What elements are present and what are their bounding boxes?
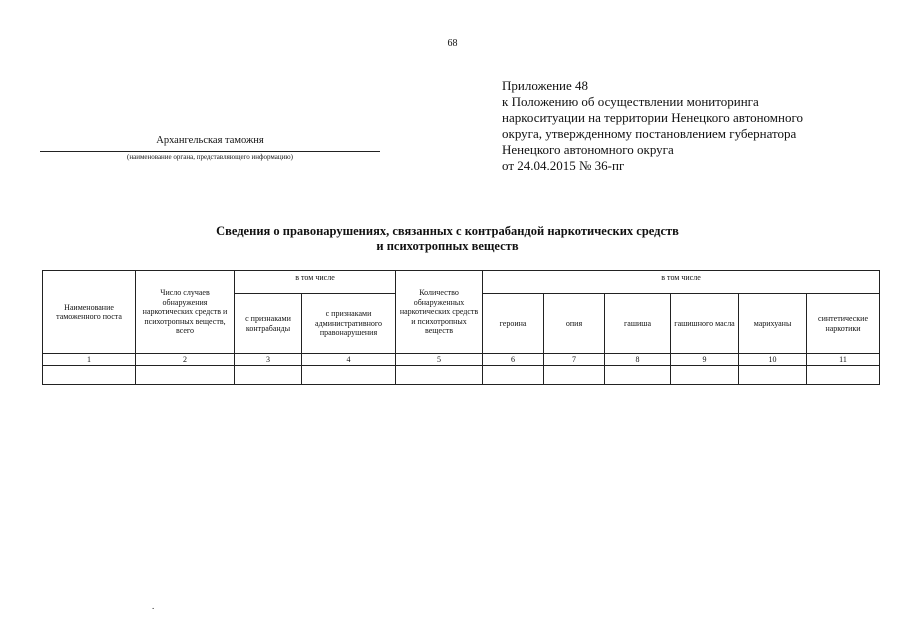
- table-cell: [544, 366, 605, 385]
- column-number: 7: [544, 354, 605, 366]
- header-hashish: гашиша: [605, 294, 671, 354]
- appendix-line: от 24.04.2015 № 36-пг: [502, 158, 625, 173]
- header-admin: с признаками административного правонарушения: [302, 294, 396, 354]
- table-cell: [235, 366, 302, 385]
- appendix-line: Приложение 48: [502, 78, 589, 93]
- column-number: 2: [136, 354, 235, 366]
- column-numbers-row: [43, 354, 880, 366]
- organization-name: Архангельская таможня: [156, 135, 264, 146]
- table-cell: [43, 366, 136, 385]
- header-synthetic: синтетические наркотики: [807, 294, 880, 354]
- header-opium: опия: [544, 294, 605, 354]
- column-number: 3: [235, 354, 302, 366]
- appendix-line: округа, утвержденному постановлением губернатора: [502, 126, 797, 141]
- stray-mark: .: [152, 601, 155, 611]
- header-marijuana: марихуаны: [739, 294, 807, 354]
- title-line-2: и психотропных веществ: [376, 239, 519, 253]
- report-table: [42, 270, 880, 385]
- empty-data-row: [43, 366, 880, 385]
- column-number: 4: [302, 354, 396, 366]
- table-cell: [605, 366, 671, 385]
- column-number: 1: [43, 354, 136, 366]
- header-heroin: героина: [483, 294, 544, 354]
- column-number: 8: [605, 354, 671, 366]
- appendix-line: Ненецкого автономного округа: [502, 142, 674, 157]
- title-line-1: Сведения о правонарушениях, связанных с контрабандой наркотических средств: [216, 224, 679, 238]
- table-cell: [136, 366, 235, 385]
- table-cell: [739, 366, 807, 385]
- table-cell: [807, 366, 880, 385]
- header-including-1: в том числе: [235, 271, 396, 294]
- table-cell: [396, 366, 483, 385]
- header-quantity: Количество обнаруженных наркотических средств и психотропных веществ: [396, 271, 483, 354]
- column-number: 5: [396, 354, 483, 366]
- column-number: 6: [483, 354, 544, 366]
- appendix-line: наркоситуации на территории Ненецкого автономного: [502, 110, 803, 125]
- header-cases: Число случаев обнаружения наркотических средств и психотропных веществ, всего: [136, 271, 235, 354]
- header-hashish-oil: гашишного масла: [671, 294, 739, 354]
- appendix-block: [502, 78, 803, 174]
- column-number: 10: [739, 354, 807, 366]
- table-cell: [671, 366, 739, 385]
- organization-underline: [40, 151, 380, 152]
- table-cell: [483, 366, 544, 385]
- appendix-line: к Положению об осуществлении мониторинга: [502, 94, 759, 109]
- column-number: 11: [807, 354, 880, 366]
- header-including-2: в том числе: [483, 271, 880, 294]
- header-post: Наименование таможенного поста: [43, 271, 136, 354]
- organization-caption: (наименование органа, представляющего информацию): [127, 153, 293, 161]
- header-smuggling: с признаками контрабанды: [235, 294, 302, 354]
- document-title: [0, 224, 905, 254]
- page-number: 68: [447, 38, 458, 49]
- table-cell: [302, 366, 396, 385]
- column-number: 9: [671, 354, 739, 366]
